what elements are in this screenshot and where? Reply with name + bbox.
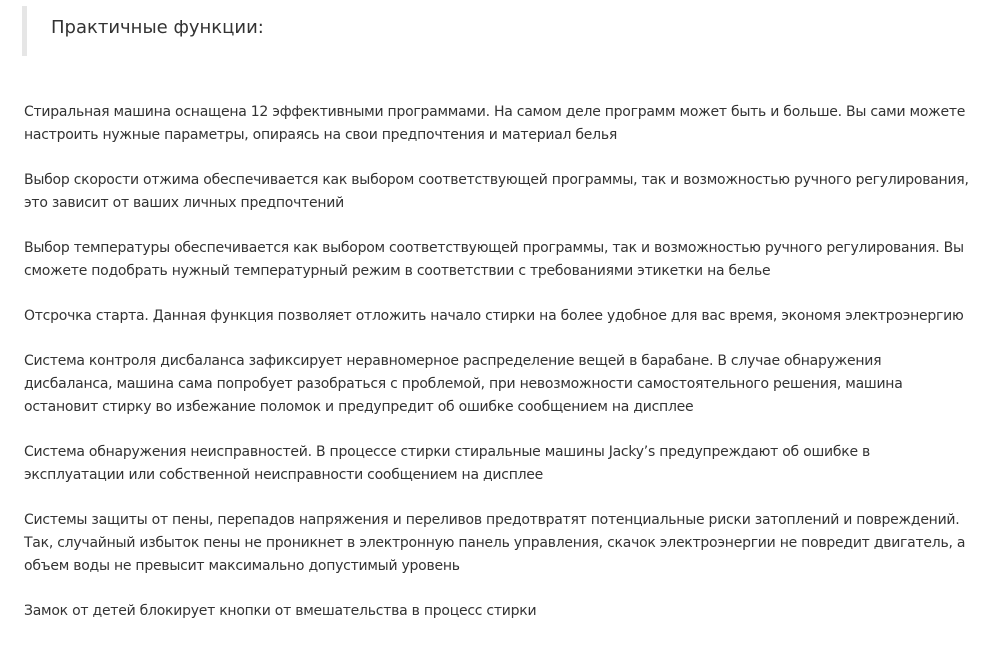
feature-paragraph: Стиральная машина оснащена 12 эффективными программами. На самом деле программ может быть и больше. Вы сами можете настроить нужные параметры, опираясь на свои предпочтения и материал белья (24, 104, 966, 143)
feature-paragraph: Система обнаружения неисправностей. В процессе стирки стиральные машины Jacky’s предупреждают об ошибке в эксплуатации или собственной неисправности сообщением на дисплее (24, 444, 871, 483)
feature-paragraph: Системы защиты от пены, перепадов напряжения и переливов предотвратят потенциальные риски затоплений и повреждений. Так, случайный избыток пены не проникнет в электронную панель управления, скачок электроэнергии не повредит двигатель, а объем воды не превысит максимально допустимый уровень (24, 512, 966, 574)
section-heading-block (22, 6, 962, 56)
feature-paragraph: Выбор температуры обеспечивается как выбором соответствующей программы, так и возможностью ручного регулирования. Вы сможете подобрать нужный температурный режим в соответствии с требованиями этикетки на белье (24, 240, 964, 279)
section-heading: Практичные функции: (51, 17, 264, 38)
feature-paragraph: Выбор скорости отжима обеспечивается как выбором соответствующей программы, так и возможностью ручного регулирования, это зависит от ваших личных предпочтений (24, 172, 969, 211)
feature-paragraph: Система контроля дисбаланса зафиксирует неравномерное распределение вещей в барабане. В случае обнаружения дисбаланса, машина сама попробует разобраться с проблемой, при невозможности самостоятельного решения, машина остановит стирку во избежание поломок и предупредит об ошибке сообщением на дисплее (24, 353, 903, 415)
feature-paragraph: Замок от детей блокирует кнопки от вмешательства в процесс стирки (24, 603, 537, 619)
feature-paragraph: Отсрочка старта. Данная функция позволяет отложить начало стирки на более удобное для вас время, экономя электроэнергию (24, 308, 964, 324)
feature-list (24, 101, 969, 645)
